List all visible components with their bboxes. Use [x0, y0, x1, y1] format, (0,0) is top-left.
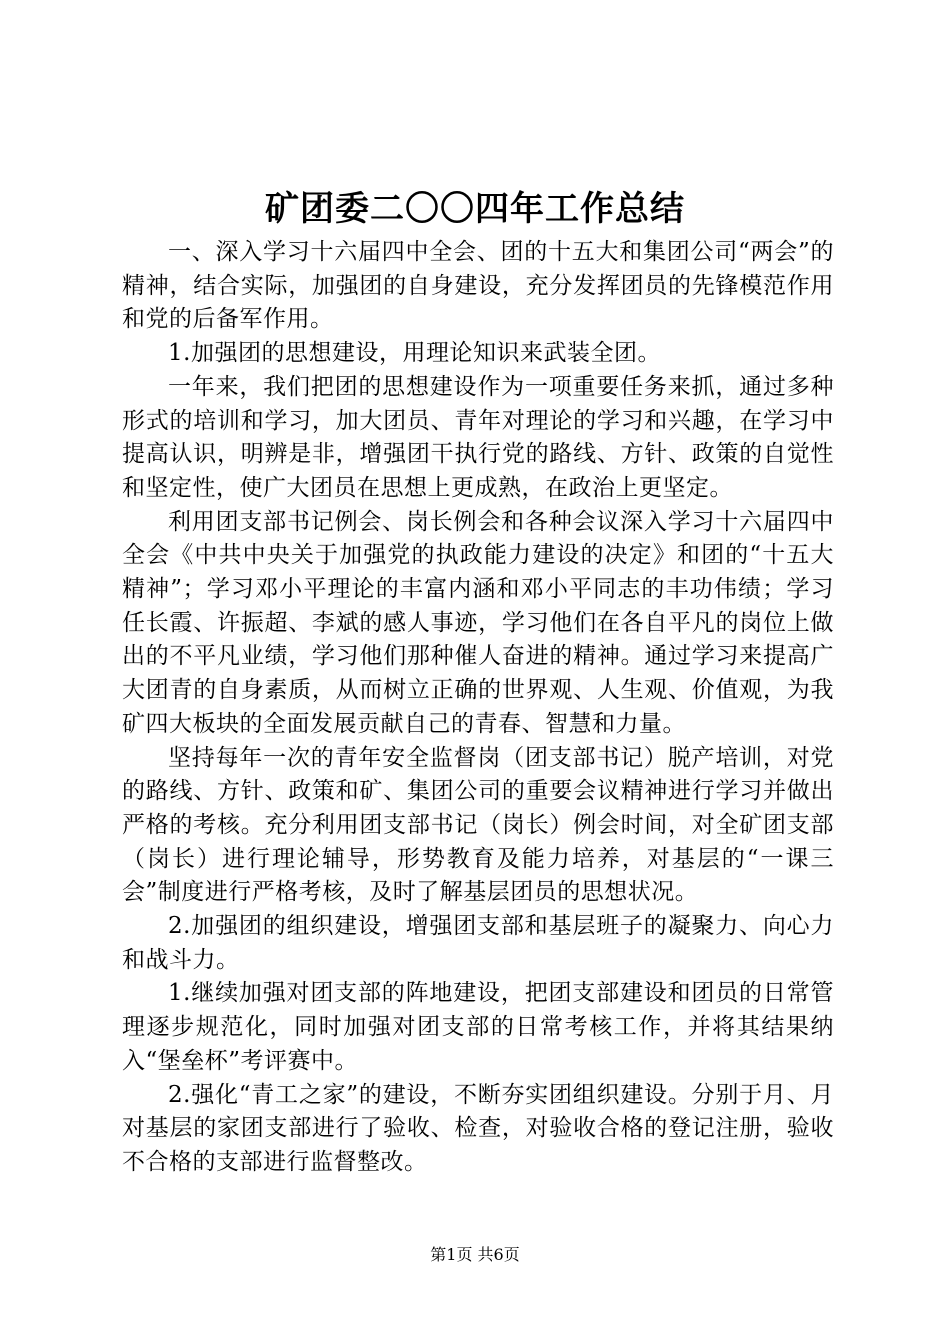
paragraph-body: 一年来，我们把团的思想建设作为一项重要任务来抓，通过多种形式的培训和学习，加大团员、青年对理论的学习和兴趣，在学习中提高认识，明辨是非，增强团干执行党的路线、方针、政策的自觉性和坚定性，使广大团员在思想上更成熟，在政治上更坚定。 [122, 373, 834, 501]
paragraph-subitem-1: 1.继续加强对团支部的阵地建设，把团支部建设和团员的日常管理逐步规范化，同时加强对团支部的日常考核工作，并将其结果纳入“堡垒杯”考评赛中。 [122, 980, 834, 1074]
paragraph-section-one: 一、深入学习十六届四中全会、团的十五大和集团公司“两会”的精神，结合实际，加强团的自身建设，充分发挥团员的先锋模范作用和党的后备军作用。 [122, 239, 834, 333]
paragraph-body: 利用团支部书记例会、岗长例会和各种会议深入学习十六届四中全会《中共中央关于加强党的执政能力建设的决定》和团的“十五大精神”；学习邓小平理论的丰富内涵和邓小平同志的丰功伟绩；学习任长霞、许振超、李斌的感人事迹，学习他们在各自平凡的岗位上做出的不平凡业绩，学习他们那种催人奋进的精神。通过学习来提高广大团青的自身素质，从而树立正确的世界观、人生观、价值观，为我矿四大板块的全面发展贡献自己的青春、智慧和力量。 [122, 508, 834, 737]
document-body [122, 236, 834, 1180]
paragraph-item-2: 2.加强团的组织建设，增强团支部和基层班子的凝聚力、向心力和战斗力。 [122, 913, 834, 973]
paragraph-subitem-2: 2.强化“青工之家”的建设，不断夯实团组织建设。分别于月、月对基层的家团支部进行了验收、检查，对验收合格的登记注册，验收不合格的支部进行监督整改。 [122, 1081, 834, 1175]
document-title: 矿团委二〇〇四年工作总结 [265, 189, 685, 229]
paragraph-item-1: 1.加强团的思想建设，用理论知识来武装全团。 [168, 340, 661, 367]
page-number-footer: 第1页 共6页 [430, 1245, 520, 1264]
paragraph-body: 坚持每年一次的青年安全监督岗（团支部书记）脱产培训，对党的路线、方针、政策和矿、集团公司的重要会议精神进行学习并做出严格的考核。充分利用团支部书记（岗长）例会时间，对全矿团支部（岗长）进行理论辅导，形势教育及能力培养，对基层的“一课三会”制度进行严格考核，及时了解基层团员的思想状况。 [122, 744, 834, 906]
